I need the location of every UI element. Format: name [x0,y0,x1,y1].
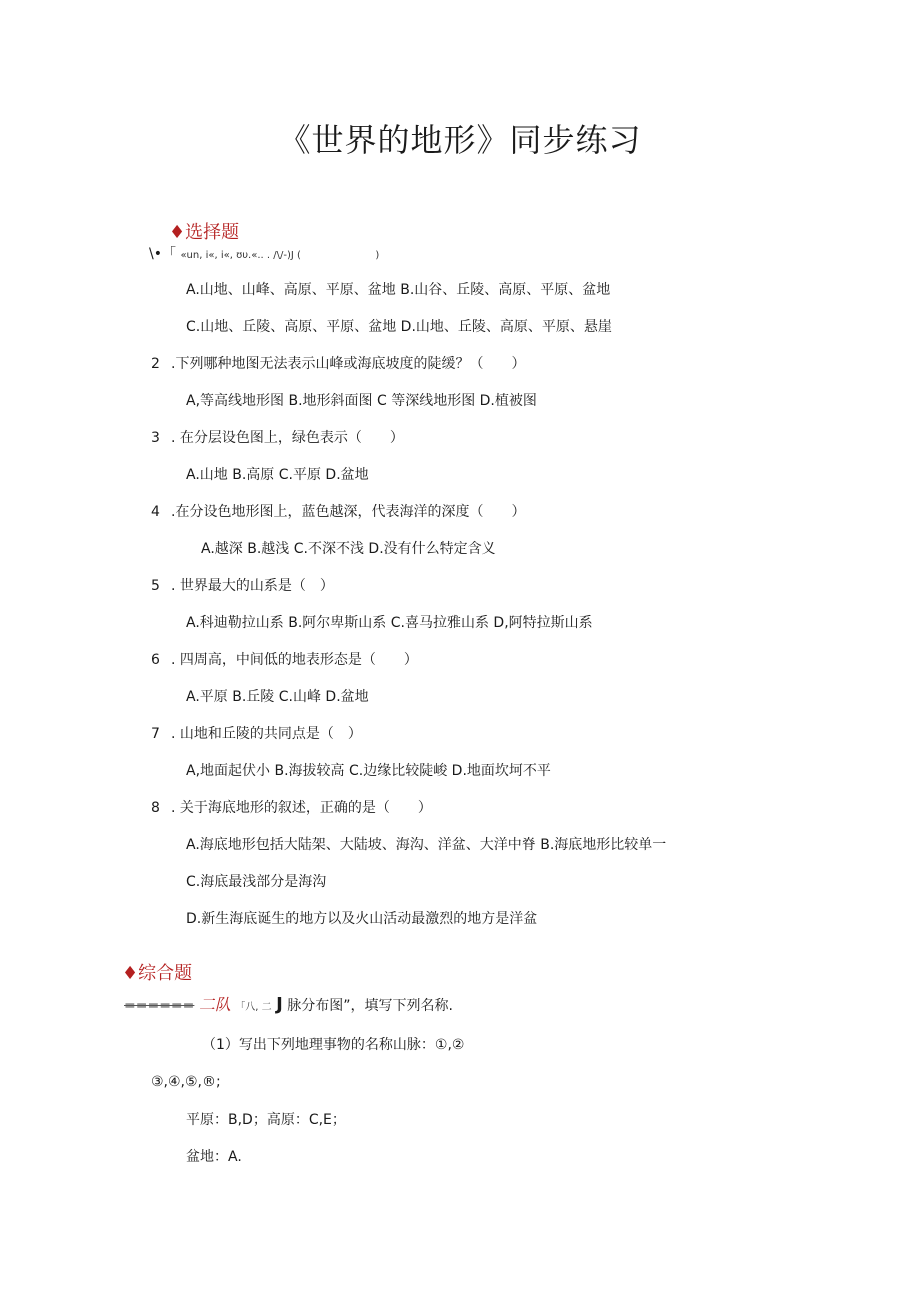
question-4-stem [151,505,525,519]
section-heading-comprehensive: ♦综合题 [122,963,193,984]
comprehensive-question-stem [124,996,453,1014]
question-6-stem [151,653,418,667]
question-text: . 四周高，中间低的地表形态是（ ） [171,652,418,668]
question-text: . 山地和丘陵的共同点是（ ） [171,726,362,742]
question-2-stem [151,357,525,371]
comprehensive-glyph: J [276,994,283,1015]
question-7-stem [151,727,362,741]
section-heading-choice: ♦选择题 [169,222,240,243]
question-6-options: A.平原 B.丘陵 C.山峰 D.盆地 [186,689,369,705]
comprehensive-basins: 盆地：A. [186,1149,242,1165]
question-8-options-ab: A.海底地形包括大陆架、大陆坡、海沟、洋盆、大洋中脊 B.海底地形比较单一 [186,837,667,853]
question-number: 5 [151,578,160,594]
question-1-options-cd: C.山地、丘陵、高原、平原、盆地 D.山地、丘陵、高原、平原、悬崖 [186,319,612,335]
page-title: 《世界的地形》同步练习 [278,121,642,159]
question-1-options-ab: A.山地、山峰、高原、平原、盆地 B.山谷、丘陵、高原、平原、盆地 [186,282,611,298]
question-1-stem [149,247,379,261]
question-3-options: A.山地 B.高原 C.平原 D.盆地 [186,467,369,483]
question-8-stem [151,801,432,815]
question-text: . 关于海底地形的叙述，正确的是（ ） [171,800,432,816]
comprehensive-garbled-text: 「八, 二 [235,1002,272,1013]
question-number: 2 [151,356,160,372]
question-7-options: A,地面起伏小 B.海拔较高 C.边缘比较陡峻 D.地面坎坷不平 [186,763,551,779]
question-1-garbled-text: «un, i«, i«, ʊυ.«.. . /\/-)J ( [180,250,301,261]
question-1-close-paren: ) [375,250,380,261]
question-text: .下列哪种地图无法表示山峰或海底坡度的陡缓？（ ） [171,356,526,372]
question-number: 3 [151,430,160,446]
question-number: 6 [151,652,160,668]
question-4-options: A.越深 B.越浅 C.不深不浅 D.没有什么特定含义 [201,541,496,557]
comprehensive-sub-1: （1）写出下列地理事物的名称山脉：①,② [202,1037,465,1053]
comprehensive-handwritten-mark: 二队 [198,995,231,1014]
question-text: .在分设色地形图上，蓝色越深，代表海洋的深度（ ） [171,504,526,520]
question-number: 4 [151,504,160,520]
question-5-stem [151,579,334,593]
question-1-prefix: \•「 [149,246,176,262]
comprehensive-plains-plateaus: 平原：B,D；高原：C,E； [186,1112,346,1128]
question-5-options: A.科迪勒拉山系 B.阿尔卑斯山系 C.喜马拉雅山系 D,阿特拉斯山系 [186,615,593,631]
comprehensive-stem-text: 脉分布图”，填写下列名称. [287,998,453,1014]
question-number: 8 [151,800,160,816]
question-number: 7 [151,726,160,742]
question-8-option-d: D.新生海底诞生的地方以及火山活动最激烈的地方是洋盆 [186,911,538,927]
question-2-options: A,等高线地形图 B.地形斜面图 C 等深线地形图 D.植被图 [186,393,537,409]
comprehensive-sub-1-cont: ③,④,⑤,®; [151,1074,221,1090]
question-8-option-c: C.海底最浅部分是海沟 [186,874,327,890]
question-text: . 在分层设色图上，绿色表示（ ） [171,430,404,446]
question-text: . 世界最大的山系是（ ） [171,578,334,594]
question-3-stem [151,431,404,445]
comprehensive-strikethrough: ====== [124,998,195,1014]
